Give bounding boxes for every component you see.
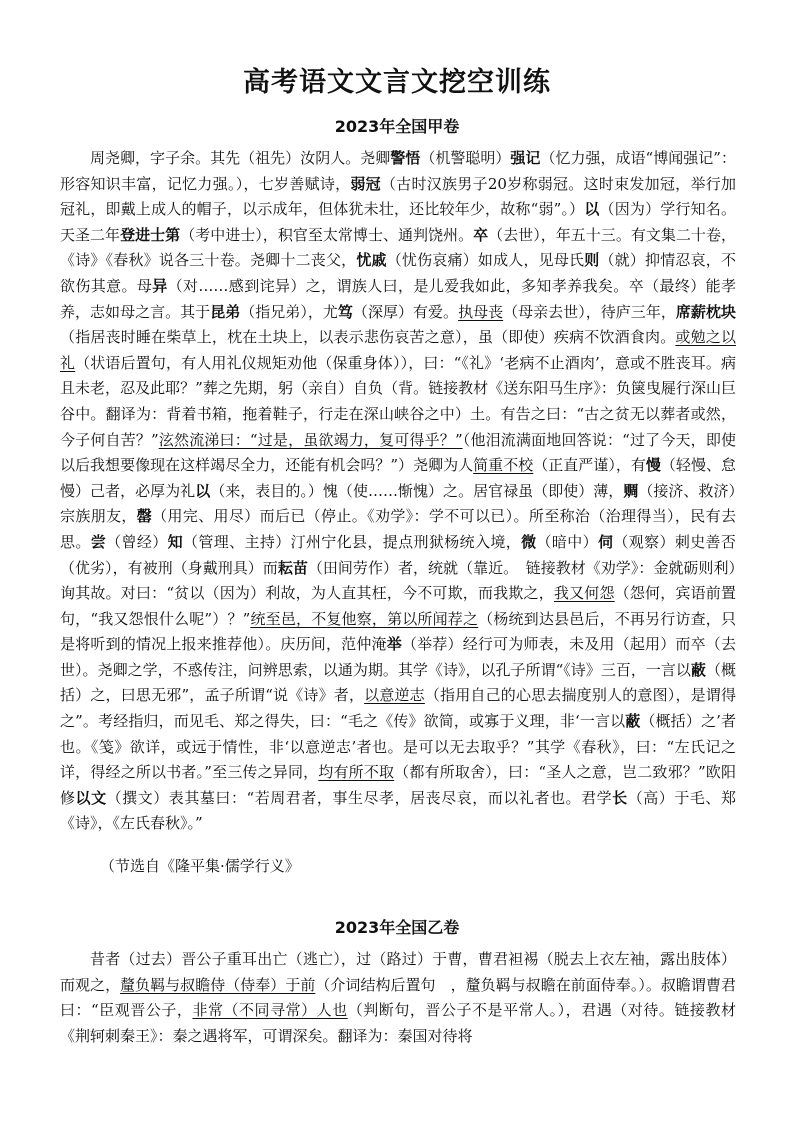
document-title: 高考语文文言文挖空训练 (243, 67, 551, 98)
bold-term: 强记 (510, 149, 541, 167)
bold-term: 以 (584, 200, 600, 219)
bold-term: 昆弟 (210, 302, 241, 321)
text-run: （接济、救济）宗族朋友， (60, 481, 736, 526)
text-run: （观察）刺史善否（优劣），有被刑（身戴刑具）而 (60, 532, 736, 577)
text-run: （怨何，宾语前置句，“我又怨恨什么呢”）？” (60, 584, 736, 628)
text-run: （高）于毛、郑《诗》，《左氏春秋》。” (60, 788, 736, 833)
bold-term: 蔽 (625, 712, 641, 731)
passage-paragraph-jia (60, 146, 736, 837)
text-run: （管理、主持）汀州宁化县，提点刑狱杨统入境， (182, 532, 522, 551)
bold-term: 席薪枕块 (675, 302, 736, 321)
bold-term: 警悟 (390, 149, 421, 167)
underlined-phrase: 非常（不同寻常）人也 (192, 1001, 348, 1020)
text-run: （古时汉族男子20岁称弱冠。这时束发加冠，举行加冠礼，即戴上成人的帽子，以示成年，但体犹未壮，还比较年少，故称“弱”。） (60, 174, 736, 219)
passage-source: （节选自《隆平集·儒学行义》 (100, 857, 300, 875)
bold-term: 尝 (90, 532, 107, 551)
underlined-phrase: 釐负羁与叔瞻侍（侍奉）于前 (120, 975, 316, 994)
text-run: （撰文）表其墓曰：“若周君者，事生尽孝，居丧尽哀，而以礼者也。君学 (106, 788, 613, 807)
text-run: （概括）之’者也。《笺》欲详，或远于情性，非‘以意逆志’者也。是可以无去取乎？”其学《春秋》，曰：“左氏记之详，得经之所以书者。”至三传之异同， (60, 712, 736, 782)
text-run: （介词结构后置句 ，釐负羁与叔瞻在前面侍奉。）。叔瞻谓曹君曰：“臣观晋公子， (60, 975, 736, 1020)
bold-term: 忧戚 (356, 251, 387, 270)
bold-term: 赒 (623, 481, 639, 500)
text-run: （轻慢、怠慢）己者，必厚为礼 (60, 456, 736, 500)
text-run: 昔者（过去）晋公子重耳出亡（逃亡），过（路过）于曹，曹君袒裼（脱去上衣左袖，露出肢体）而观之， (60, 950, 736, 994)
text-run: （机警聪明） (420, 149, 511, 167)
text-run: （母亲去世），待庐三年， (503, 302, 676, 321)
text-run: （指用自己的心思去揣度别人的意图），是谓得之”。考经指归，而见毛、郑之得失，曰：“毛之《传》欲简，或寡于义理，非‘一言以 (60, 686, 736, 731)
underlined-phrase: 以意逆志 (364, 686, 425, 705)
underlined-phrase: 我又何怨 (553, 584, 615, 603)
underlined-phrase: 或勉之以礼 (60, 328, 736, 372)
bold-term: 蔽 (690, 660, 706, 679)
text-run: （用完、用尽）而后已（停止。《劝学》：学不可以已）。所至称治（治理得当），民有去思。 (60, 507, 736, 551)
section-heading-jia: 2023年全国甲卷 (334, 117, 460, 136)
text-run: （正直严谨），有 (533, 456, 646, 475)
bold-term: 慢 (645, 456, 661, 475)
bold-term: 举 (386, 635, 402, 654)
bold-term: 长 (612, 788, 628, 807)
text-run: 周尧卿，字子余。其先（祖先）汝阴人。尧卿 (90, 149, 391, 167)
text-run: （忧伤哀痛）如成人，见母氏 (386, 251, 585, 270)
text-run: （都有所取舍），曰：“圣人之意，岂二致邪？”欧阳修 (60, 763, 736, 807)
underlined-phrase: 泫然流涕曰：“过是，虽欲竭力，复可得乎？” (158, 430, 463, 449)
text-run: （来，表目的。）愧（使……惭愧）之。居官禄虽（即使）薄， (210, 481, 624, 500)
bold-term: 以 (195, 481, 211, 500)
underlined-phrase: 简重不校 (473, 456, 534, 475)
text-run: （因为）学行知名。天圣二年 (60, 200, 736, 244)
bold-term: 异 (152, 276, 168, 295)
text-run: （考中进士），积官至太常博士、通判饶州。 (180, 225, 474, 244)
text-run: （状语后置句，有人用礼仪规矩劝他（保重身体）），曰：“《礼》‘老病不止酒肉’，意或不胜丧耳。病且未老，忍及此耶？”葬之先期，躬（亲自）自负（背。链接教材《送东阳马生序》：负箧曳屣行深山巨谷中。翻译为：背着书箱，拖着鞋子，行走在深山峡谷之中）土。有告之曰：“古之贫无以葬者或然，今子何自苦？” (60, 353, 736, 449)
bold-term: 伺 (597, 532, 614, 551)
bold-term: 笃 (337, 302, 353, 321)
underlined-phrase: 统至邑，不复他察，第以所闻荐之 (250, 609, 479, 628)
text-run: （暗中） (536, 532, 598, 551)
text-run: （杨统到达县邑后，不再另行访查，只是将听到的情况上报来推荐他）。庆历间，范仲淹 (60, 609, 736, 654)
section-heading-yi: 2023年全国乙卷 (334, 918, 460, 937)
bold-term: 则 (584, 251, 600, 270)
text-run: （概括）之，曰思无邪”，孟子所谓“说《诗》者， (60, 660, 736, 705)
bold-term: 知 (167, 532, 183, 551)
text-run: （田间劳作）者，统就（靠近。 链接教材《劝学》：金就砺则利）询其故。对曰：“贫以（因为）利故，为人直其枉，今不可欺，而我欺之， (60, 558, 736, 603)
text-run: （对……感到诧异）之，谓族人曰，是儿爱我如此，多知孝养我矣。卒（最终）能孝养，志如母之言。其于 (60, 276, 736, 321)
underlined-phrase: 执母丧 (458, 302, 504, 321)
text-run: （指居丧时睡在柴草上，枕在土块上，以表示悲伤哀苦之意），虽（即使）疾病不饮酒食肉。 (60, 328, 676, 347)
text-run: （曾经） (106, 532, 168, 551)
bold-term: 罄 (136, 507, 153, 526)
text-run: （他泪流满面地回答说：“过了今天，即使以后我想要像现在这样竭尽全力，还能有机会吗？”）尧卿为人 (60, 430, 737, 475)
underlined-phrase: 均有所不取 (318, 763, 395, 782)
text-run: （就）抑情忍哀，不欲伤其意。母 (60, 251, 736, 295)
bold-term: 微 (521, 532, 537, 551)
bold-term: 耘苗 (277, 558, 308, 577)
text-run: （忆力强，成语“博闻强记”：形容知识丰富，记忆力强。），七岁善赋诗， (60, 149, 736, 193)
bold-term: 以文 (75, 788, 107, 807)
bold-term: 卒 (473, 225, 489, 244)
bold-term: 弱冠 (350, 174, 381, 193)
bold-term: 登进士第 (120, 225, 181, 244)
text-run: （举荐）经行可为师表，未及用（起用）而卒（去世）。尧卿之学，不惑传注，问辨思索，以通为期。其学《诗》，以孔子所谓“《诗》三百，一言以 (60, 635, 736, 679)
passage-paragraph-yi (60, 947, 736, 1049)
text-run: （指兄弟），尤 (240, 302, 338, 321)
text-run: （深厚）有爱。 (352, 302, 459, 321)
text-run: （判断句，晋公子不是平常人。），君遇（对待。链接教材《荆轲刺秦王》：秦之遇将军，可谓深矣。翻译为：秦国对待将 (60, 1001, 736, 1045)
text-run: （去世），年五十三。有文集二十卷，《诗》《春秋》说各三十卷。尧卿十二丧父， (60, 225, 736, 270)
